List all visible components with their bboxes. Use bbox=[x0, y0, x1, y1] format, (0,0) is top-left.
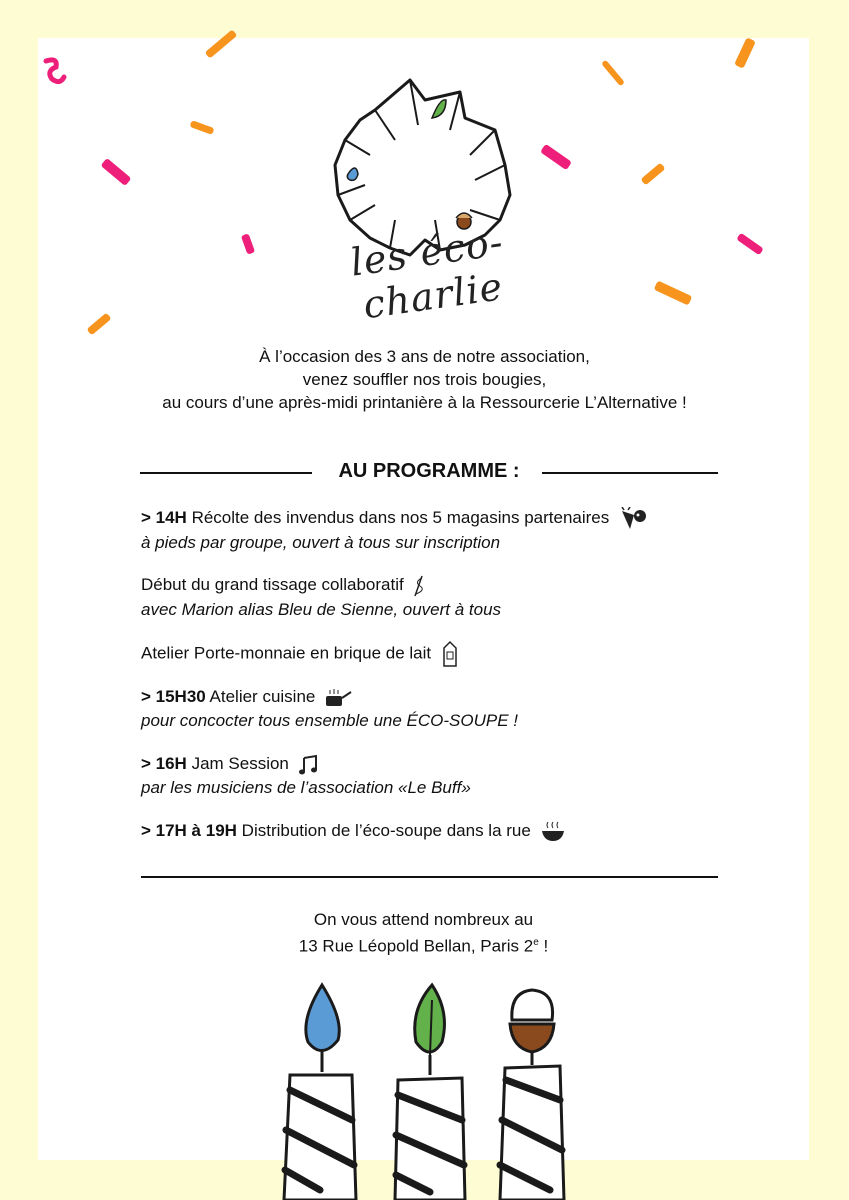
program-subtext: à pieds par groupe, ouvert à tous sur inscription bbox=[141, 532, 501, 552]
closing-text bbox=[38, 908, 809, 958]
program-item bbox=[141, 573, 501, 622]
program-item bbox=[141, 819, 566, 843]
carrot-tomato-icon bbox=[618, 507, 648, 531]
program-text: Récolte des invendus dans nos 5 magasins partenaires bbox=[186, 508, 610, 527]
program-time: > 17H à 19H bbox=[141, 821, 237, 840]
needle-thread-icon bbox=[412, 574, 426, 598]
program-text: Distribution de l’éco-soupe dans la rue bbox=[236, 821, 531, 840]
closing-line: On vous attend nombreux au bbox=[313, 910, 534, 929]
three-candles-illustration bbox=[260, 980, 590, 1200]
program-title: AU PROGRAMME : bbox=[338, 460, 520, 482]
divider bbox=[542, 472, 718, 474]
program-text: Atelier cuisine bbox=[205, 687, 316, 706]
program-item bbox=[141, 506, 648, 555]
leaf-icon bbox=[432, 100, 446, 118]
acorn-icon bbox=[510, 1024, 554, 1052]
candle-leaf bbox=[395, 985, 465, 1200]
cooking-pot-icon bbox=[324, 688, 352, 708]
address-sup: e bbox=[533, 937, 539, 948]
program-text: Début du grand tissage collaboratif bbox=[141, 575, 404, 594]
soup-bowl-icon bbox=[540, 821, 566, 843]
water-drop-icon bbox=[306, 985, 339, 1051]
divider bbox=[140, 472, 312, 474]
program-subtext: par les musiciens de l’association «Le Buff» bbox=[141, 778, 471, 797]
program-subtext: pour concocter tous ensemble une ÉCO-SOUPE ! bbox=[141, 711, 519, 730]
program-text: Atelier Porte-monnaie en brique de lait bbox=[141, 643, 432, 663]
program-time: > 15H30 bbox=[141, 687, 206, 706]
program-text: Jam Session bbox=[186, 754, 289, 773]
address: 13 Rue Léopold Bellan, Paris 2 bbox=[298, 936, 534, 956]
candle-acorn bbox=[500, 990, 564, 1200]
logo-wordmark: les éco-charlie bbox=[347, 219, 507, 328]
water-drop-icon bbox=[347, 168, 358, 180]
intro-line: À l’occasion des 3 ans de notre association, bbox=[259, 347, 590, 366]
divider bbox=[141, 876, 718, 878]
program-item bbox=[141, 640, 460, 668]
program-item bbox=[141, 685, 518, 733]
program-time: > 14H bbox=[141, 508, 187, 527]
confetti-swirl bbox=[38, 55, 68, 89]
intro-line: venez souffler nos trois bougies, bbox=[302, 370, 547, 389]
music-note-icon bbox=[298, 754, 318, 776]
candle-water bbox=[284, 985, 356, 1200]
program-time: > 16H bbox=[141, 754, 187, 773]
program-item bbox=[141, 752, 471, 800]
program-subtext: avec Marion alias Bleu de Sienne, ouvert à tous bbox=[141, 599, 502, 619]
milk-carton-icon bbox=[440, 640, 460, 668]
program-heading bbox=[140, 460, 718, 486]
intro-text bbox=[40, 345, 809, 414]
address-end: ! bbox=[538, 936, 549, 956]
closing-line bbox=[38, 931, 809, 958]
intro-line: au cours d’une après-midi printanière à la Ressourcerie L’Alternative ! bbox=[162, 393, 687, 412]
